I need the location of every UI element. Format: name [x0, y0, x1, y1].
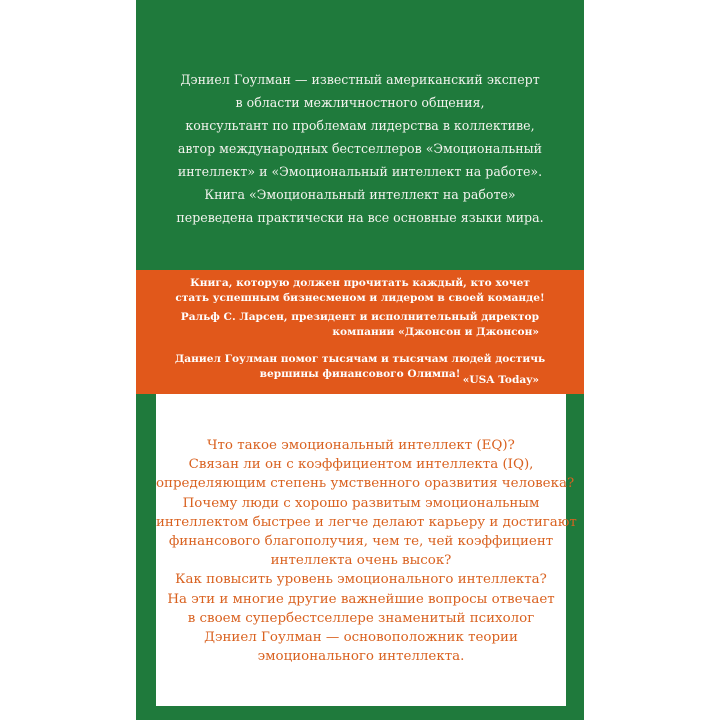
author-line: в области межличностного общения,: [235, 95, 485, 110]
question-line: Почему люди с хорошо развитым эмоциональным: [182, 495, 540, 511]
author-line: консультант по проблемам лидерства в коллективе,: [185, 118, 535, 133]
author-line: переведена практически на все основные языки мира.: [176, 210, 544, 225]
question-line: На эти и многие другие важнейшие вопросы отвечает: [167, 591, 555, 607]
author-line: интеллект» и «Эмоциональный интеллект на работе».: [177, 164, 543, 179]
quote-1: [136, 276, 584, 306]
quote-1-line: Книга, которую должен прочитать каждый, кто хочет: [190, 277, 530, 289]
author-line: Книга «Эмоциональный интеллект на работе»: [204, 187, 516, 202]
question-line: Связан ли он с коэффициентом интеллекта (IQ),: [188, 457, 534, 473]
quote-2-line: Даниел Гоулман помог тысячам и тысячам людей достичь: [174, 353, 546, 365]
question-line: в своем супербестселлере знаменитый психолог: [187, 610, 535, 626]
questions-panel: [156, 394, 577, 706]
question-line: определяющим степень умственного оразвития человека?: [156, 476, 575, 492]
quote-2-line: вершины финансового Олимпа!: [259, 368, 461, 380]
question-line: Что такое эмоциональный интеллект (EQ)?: [207, 438, 515, 453]
quote-1-attribution: [181, 310, 539, 340]
author-line: автор международных бестселлеров «Эмоциональный: [177, 141, 543, 156]
quote-2-attribution: [463, 373, 539, 388]
book-back-cover: [136, 0, 584, 720]
question-line: Как повысить уровень эмоционального интеллекта?: [175, 572, 547, 588]
attribution-2: «USA Today»: [462, 374, 539, 386]
quote-1-line: стать успешным бизнесменом и лидером в своей команде!: [175, 292, 545, 304]
question-line: интеллекта очень высок?: [270, 553, 452, 569]
attribution-1-line: компании «Джонсон и Джонсон»: [332, 326, 539, 338]
question-line: финансового благополучия, чем те, чей коэффициент: [168, 534, 554, 550]
question-line: интеллектом быстрее и легче делают карьеру и достигают: [156, 514, 577, 530]
attribution-1-line: Ральф С. Ларсен, президент и исполнительный директор: [180, 311, 539, 323]
quote-band: [136, 270, 584, 394]
question-line: Дэниел Гоулман — основоположник теории: [204, 630, 518, 646]
question-line: эмоционального интеллекта.: [257, 649, 465, 665]
author-line: Дэниел Гоулман — известный американский эксперт: [180, 72, 540, 87]
questions-text: [156, 436, 577, 666]
author-description: [136, 68, 584, 229]
